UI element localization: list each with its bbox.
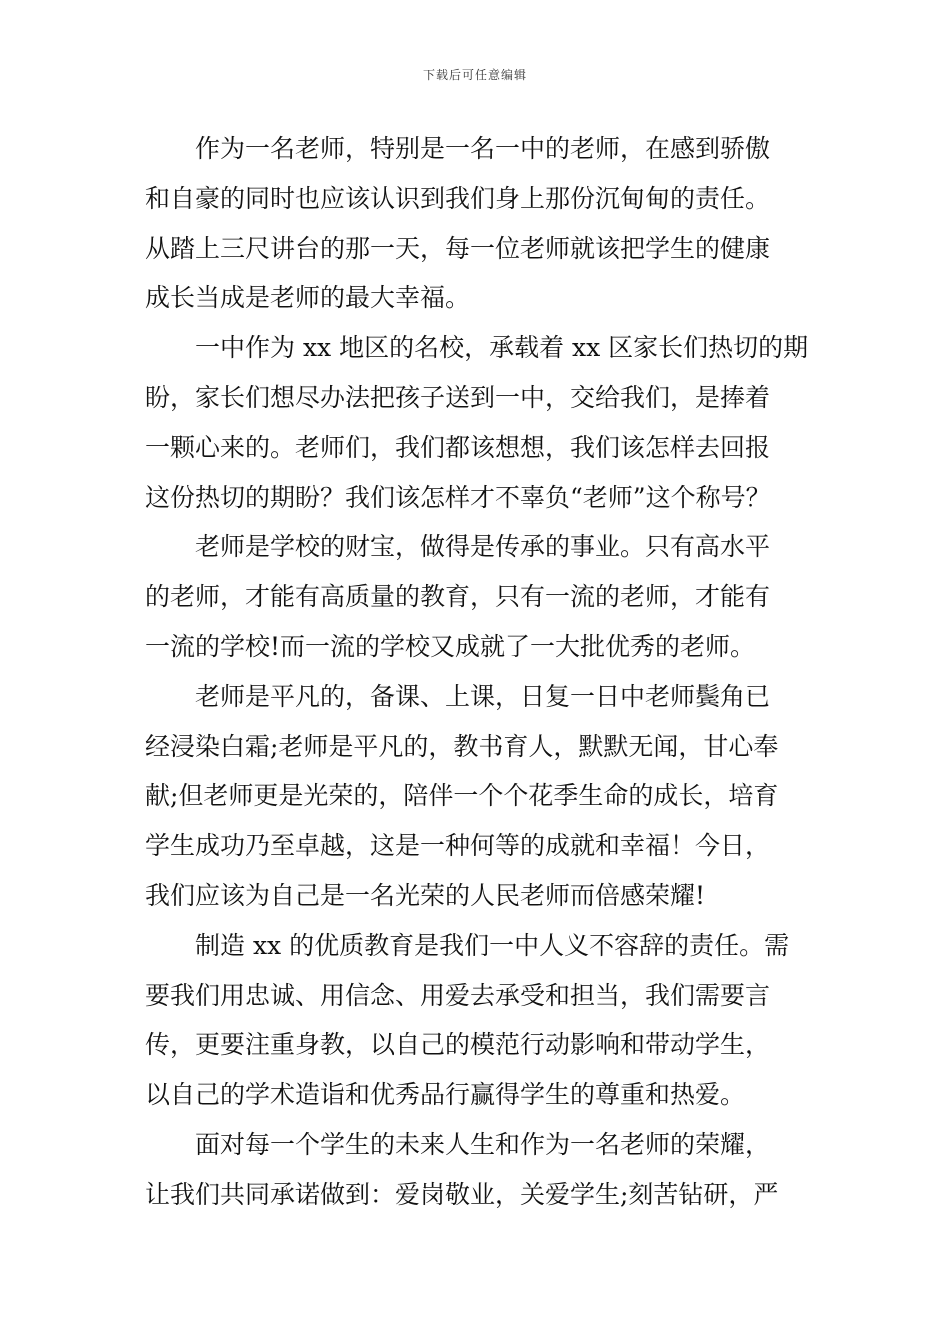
- text-line: 老师是学校的财宝，做得是传承的事业。只有高水平: [195, 532, 771, 562]
- text-line: 献;但老师更是光荣的，陪伴一个个花季生命的成长，培育: [145, 781, 779, 811]
- paragraph: [145, 522, 809, 671]
- paragraph: [145, 1120, 809, 1220]
- text-line: 这份热切的期盼？我们该怎样才不辜负“老师”这个称号？: [145, 482, 771, 512]
- document-body: [145, 124, 809, 1220]
- text-line: 让我们共同承诺做到：爱岗敬业，关爱学生;刻苦钻研，严: [145, 1179, 779, 1209]
- text-line: 盼，家长们想尽办法把孩子送到一中，交给我们，是捧着: [145, 382, 771, 412]
- text-line: 一流的学校!而一流的学校又成就了一大批优秀的老师。: [145, 631, 756, 661]
- text-line: 面对每一个学生的未来人生和作为一名老师的荣耀，: [195, 1129, 771, 1159]
- text-line: 制造 xx 的优质教育是我们一中人义不容辞的责任。需: [195, 930, 790, 960]
- text-line: 成长当成是老师的最大幸福。: [145, 283, 471, 313]
- text-line: 学生成功乃至卓越，这是一种何等的成就和幸福！今日，: [145, 831, 771, 861]
- text-line: 从踏上三尺讲台的那一天，每一位老师就该把学生的健康: [145, 233, 771, 263]
- paragraph: [145, 921, 809, 1120]
- page-header: 下载后可任意编辑: [422, 68, 527, 82]
- text-line: 经浸染白霜;老师是平凡的，教书育人，默默无闻，甘心奉: [145, 731, 779, 761]
- text-line: 要我们用忠诚、用信念、用爱去承受和担当，我们需要言: [145, 980, 771, 1010]
- text-line: 一中作为 xx 地区的名校，承载着 xx 区家长们热切的期: [195, 333, 809, 363]
- paragraph: [145, 323, 809, 522]
- text-line: 和自豪的同时也应该认识到我们身上那份沉甸甸的责任。: [145, 183, 771, 213]
- text-line: 我们应该为自己是一名光荣的人民老师而倍感荣耀!: [145, 880, 706, 910]
- text-line: 的老师，才能有高质量的教育，只有一流的老师，才能有: [145, 582, 771, 612]
- paragraph: [145, 124, 809, 323]
- text-line: 老师是平凡的，备课、上课，日复一日中老师鬓角已: [195, 681, 771, 711]
- text-line: 一颗心来的。老师们，我们都该想想，我们该怎样去回报: [145, 432, 771, 462]
- text-line: 作为一名老师，特别是一名一中的老师，在感到骄傲: [195, 134, 771, 163]
- text-line: 以自己的学术造诣和优秀品行赢得学生的尊重和热爱。: [145, 1080, 746, 1110]
- text-line: 传，更要注重身教，以自己的模范行动影响和带动学生，: [145, 1030, 771, 1060]
- paragraph: [145, 672, 809, 921]
